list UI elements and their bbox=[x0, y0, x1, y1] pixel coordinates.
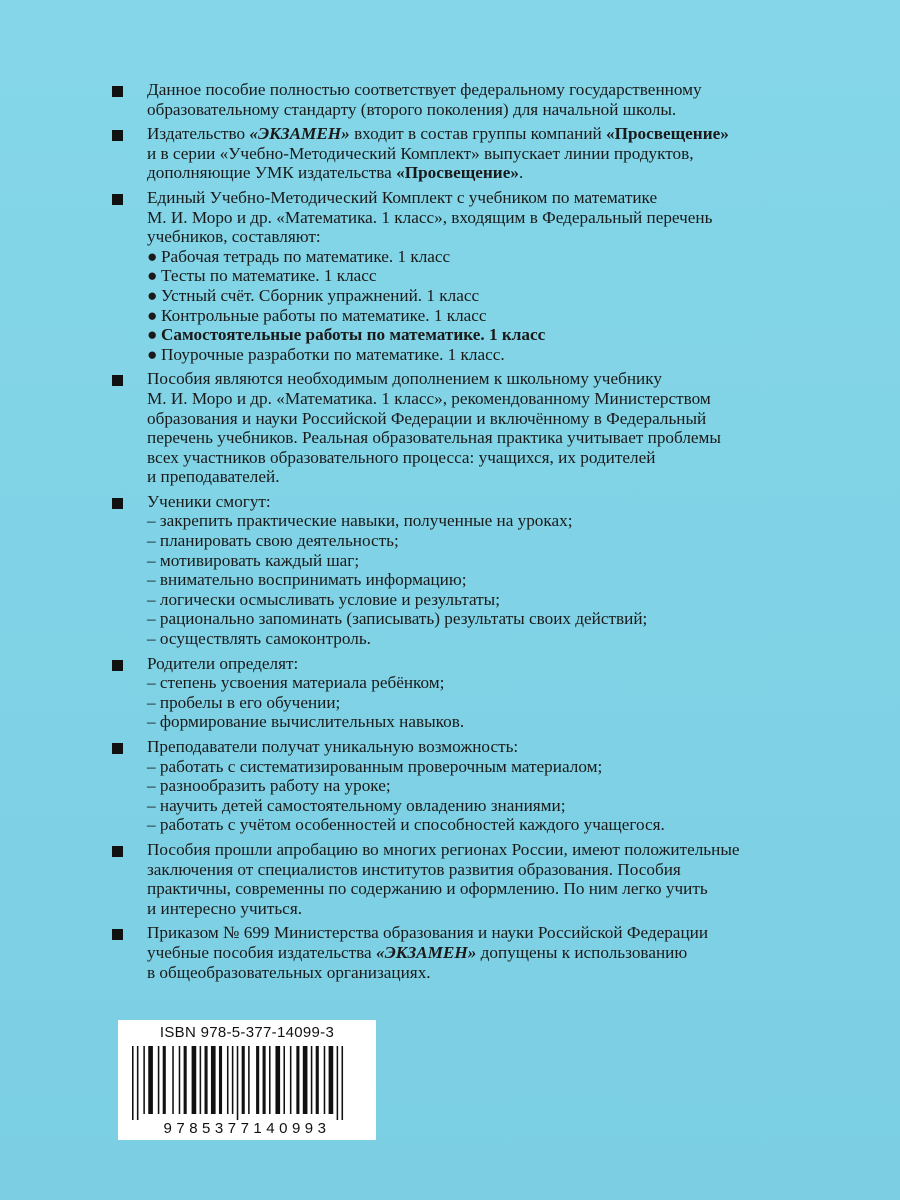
barcode-bar bbox=[316, 1046, 319, 1114]
text-run: и в серии «Учебно-Методический Комплект» выпускает линии продуктов, bbox=[147, 143, 694, 163]
barcode-bar bbox=[219, 1046, 222, 1114]
square-bullet-icon bbox=[112, 846, 123, 857]
barcode-bar bbox=[200, 1046, 202, 1114]
round-bullet-icon: ● bbox=[147, 325, 158, 345]
text-line bbox=[147, 188, 842, 208]
text-run: перечень учебников. Реальная образовательная практика учитывает проблемы bbox=[147, 428, 721, 448]
list-item-label: Контрольные работы по математике. 1 класс bbox=[161, 305, 487, 325]
barcode-bar bbox=[311, 1046, 313, 1114]
isbn-text: ISBN 978-5-377-14099-3 bbox=[159, 1024, 335, 1041]
text-line bbox=[147, 227, 842, 247]
text-run: – логически осмысливать условие и результаты; bbox=[147, 589, 501, 609]
round-bullet-icon: ● bbox=[147, 266, 158, 286]
text-run: «Просвещение» bbox=[606, 124, 729, 144]
text-run: учебные пособия издательства bbox=[147, 942, 376, 962]
list-item bbox=[147, 345, 842, 365]
text-run: Родители определят: bbox=[147, 653, 299, 673]
text-run: заключения от специалистов институтов развития образования. Пособия bbox=[147, 859, 681, 879]
text-run: и интересно учиться. bbox=[147, 898, 303, 918]
barcode-bar bbox=[296, 1046, 299, 1114]
text-run: – пробелы в его обучении; bbox=[147, 692, 341, 712]
text-line bbox=[147, 796, 842, 816]
square-bullet-icon bbox=[112, 660, 123, 671]
round-bullet-icon: ● bbox=[147, 305, 158, 325]
text-line bbox=[147, 590, 842, 610]
text-run: в общеобразовательных организациях. bbox=[147, 962, 431, 982]
list-item-label: Устный счёт. Сборник упражнений. 1 класс bbox=[161, 285, 480, 305]
barcode-bar bbox=[227, 1046, 229, 1114]
barcode-bar bbox=[329, 1046, 334, 1114]
text-line bbox=[147, 737, 842, 757]
square-bullet-icon bbox=[112, 743, 123, 754]
square-bullet-icon bbox=[112, 130, 123, 141]
text-line bbox=[147, 467, 842, 487]
paragraph-9 bbox=[112, 923, 842, 982]
barcode-bar bbox=[242, 1046, 245, 1114]
text-run: – рационально запоминать (записывать) результаты своих действий; bbox=[147, 609, 648, 629]
paragraph-2 bbox=[112, 124, 842, 183]
text-run: М. И. Моро и др. «Математика. 1 класс», входящим в Федеральный перечень bbox=[147, 207, 713, 227]
text-line bbox=[147, 943, 842, 963]
text-line bbox=[147, 369, 842, 389]
barcode-bar bbox=[205, 1046, 208, 1114]
text-line bbox=[147, 80, 842, 100]
text-line bbox=[147, 448, 842, 468]
text-run: – осуществлять самоконтроль. bbox=[147, 629, 371, 649]
paragraph-8 bbox=[112, 840, 842, 918]
paragraph-6 bbox=[112, 654, 842, 732]
text-line bbox=[147, 879, 842, 899]
text-run: практичны, современны по содержанию и оформлению. По ним легко учить bbox=[147, 879, 708, 899]
barcode-bar bbox=[290, 1046, 292, 1114]
text-line bbox=[147, 163, 842, 183]
text-run: – научить детей самостоятельному овладению знаниями; bbox=[147, 795, 566, 815]
barcode-bar bbox=[237, 1046, 239, 1120]
list-item bbox=[147, 247, 842, 267]
paragraph-3 bbox=[112, 188, 842, 364]
text-line bbox=[147, 776, 842, 796]
text-run: «Просвещение» bbox=[396, 163, 519, 183]
list-item-label: Рабочая тетрадь по математике. 1 класс bbox=[161, 246, 451, 266]
text-line bbox=[147, 531, 842, 551]
list-item-label: Тесты по математике. 1 класс bbox=[161, 266, 377, 286]
text-run: . bbox=[518, 163, 524, 183]
square-bullet-icon bbox=[112, 498, 123, 509]
text-run: допущены к использованию bbox=[476, 942, 688, 962]
text-line bbox=[147, 654, 842, 674]
text-run: – работать с систематизированным проверочным материалом; bbox=[147, 756, 603, 776]
text-line bbox=[147, 570, 842, 590]
barcode-bar bbox=[184, 1046, 187, 1114]
text-run: Пособия являются необходимым дополнением к школьному учебнику bbox=[147, 369, 662, 389]
barcode-bar bbox=[275, 1046, 280, 1114]
text-run: Приказом № 699 Министерства образования и науки Российской Федерации bbox=[147, 923, 709, 943]
paragraph-7 bbox=[112, 737, 842, 835]
square-bullet-icon bbox=[112, 375, 123, 386]
text-line bbox=[147, 673, 842, 693]
text-line bbox=[147, 551, 842, 571]
text-run: М. И. Моро и др. «Математика. 1 класс», рекомендованному Министерством bbox=[147, 388, 711, 408]
text-line bbox=[147, 100, 842, 120]
text-run: Преподаватели получат уникальную возможность: bbox=[147, 737, 519, 756]
list-item bbox=[147, 266, 842, 286]
text-run: – внимательно воспринимать информацию; bbox=[147, 570, 467, 590]
square-bullet-icon bbox=[112, 194, 123, 205]
text-line bbox=[147, 428, 842, 448]
paragraph-4 bbox=[112, 369, 842, 487]
text-line bbox=[147, 629, 842, 649]
paragraph-1 bbox=[112, 80, 842, 119]
text-run: – мотивировать каждый шаг; bbox=[147, 550, 360, 570]
text-line bbox=[147, 712, 842, 732]
text-run: образования и науки Российской Федерации и включённому в Федеральный bbox=[147, 408, 707, 428]
text-line bbox=[147, 860, 842, 880]
text-run: Единый Учебно-Методический Комплект с учебником по математике bbox=[147, 187, 658, 207]
text-run: дополняющие УМК издательства bbox=[147, 163, 397, 183]
text-line bbox=[147, 840, 842, 860]
text-run: – формирование вычислительных навыков. bbox=[147, 712, 465, 732]
text-line bbox=[147, 693, 842, 713]
barcode-bar bbox=[137, 1046, 139, 1120]
text-line bbox=[147, 409, 842, 429]
barcode-bar bbox=[179, 1046, 181, 1114]
barcode-bar bbox=[163, 1046, 166, 1114]
list-item-label: Поурочные разработки по математике. 1 класс. bbox=[161, 344, 505, 364]
text-run: – закрепить практические навыки, полученные на уроках; bbox=[147, 511, 573, 531]
text-line bbox=[147, 609, 842, 629]
paragraph-5 bbox=[112, 492, 842, 649]
text-run: и преподавателей. bbox=[147, 467, 280, 487]
barcode-bars bbox=[126, 1046, 368, 1120]
text-line bbox=[147, 492, 842, 512]
barcode-bar bbox=[158, 1046, 160, 1114]
text-run: – степень усвоения материала ребёнком; bbox=[147, 673, 445, 693]
text-line bbox=[147, 144, 842, 164]
text-line bbox=[147, 757, 842, 777]
barcode-bar bbox=[263, 1046, 266, 1114]
text-run: учебников, составляют: bbox=[147, 227, 321, 247]
barcode-digits: 9785377140993 bbox=[163, 1120, 331, 1137]
text-line bbox=[147, 899, 842, 919]
text-run: «ЭКЗАМЕН» bbox=[249, 124, 350, 144]
text-run: входит в состав группы компаний bbox=[349, 124, 607, 144]
text-line bbox=[147, 389, 842, 409]
cover-text bbox=[112, 80, 842, 987]
barcode-bar bbox=[132, 1046, 134, 1120]
round-bullet-icon: ● bbox=[147, 344, 158, 364]
text-run: – работать с учётом особенностей и способностей каждого учащегося. bbox=[147, 815, 665, 835]
barcode-bar bbox=[324, 1046, 326, 1114]
text-run: Данное пособие полностью соответствует федеральному государственному bbox=[147, 80, 702, 99]
barcode-bar bbox=[148, 1046, 153, 1114]
text-line bbox=[147, 208, 842, 228]
list-item bbox=[147, 325, 842, 345]
list-item bbox=[147, 306, 842, 326]
barcode-bar bbox=[143, 1046, 145, 1114]
barcode-bar bbox=[211, 1046, 216, 1114]
round-bullet-icon: ● bbox=[147, 285, 158, 305]
text-line bbox=[147, 511, 842, 531]
barcode-bar bbox=[283, 1046, 285, 1114]
text-run: – разнообразить работу на уроке; bbox=[147, 776, 391, 796]
list-item-label: Самостоятельные работы по математике. 1 класс bbox=[161, 325, 546, 345]
text-line bbox=[147, 923, 842, 943]
barcode-bar bbox=[337, 1046, 339, 1120]
text-line bbox=[147, 124, 842, 144]
barcode-bar bbox=[192, 1046, 197, 1114]
barcode-bar bbox=[172, 1046, 174, 1114]
text-run: всех участников образовательного процесса: учащихся, их родителей bbox=[147, 447, 656, 467]
text-line bbox=[147, 963, 842, 983]
text-run: – планировать свою деятельность; bbox=[147, 531, 399, 551]
barcode-bar bbox=[248, 1046, 250, 1114]
text-run: Ученики смогут: bbox=[147, 491, 271, 511]
text-run: Издательство bbox=[147, 124, 250, 144]
text-line bbox=[147, 815, 842, 835]
barcode-label bbox=[118, 1020, 376, 1140]
text-run: образовательному стандарту (второго поколения) для начальной школы. bbox=[147, 99, 677, 119]
square-bullet-icon bbox=[112, 929, 123, 940]
barcode-bar bbox=[303, 1046, 308, 1114]
barcode-bar bbox=[232, 1046, 234, 1114]
barcode-bar bbox=[256, 1046, 259, 1114]
round-bullet-icon: ● bbox=[147, 246, 158, 266]
text-run: Пособия прошли апробацию во многих регионах России, имеют положительные bbox=[147, 839, 740, 859]
list-item bbox=[147, 286, 842, 306]
square-bullet-icon bbox=[112, 86, 123, 97]
barcode-bar bbox=[269, 1046, 271, 1114]
text-run: «ЭКЗАМЕН» bbox=[376, 942, 477, 962]
barcode-bar bbox=[342, 1046, 344, 1120]
